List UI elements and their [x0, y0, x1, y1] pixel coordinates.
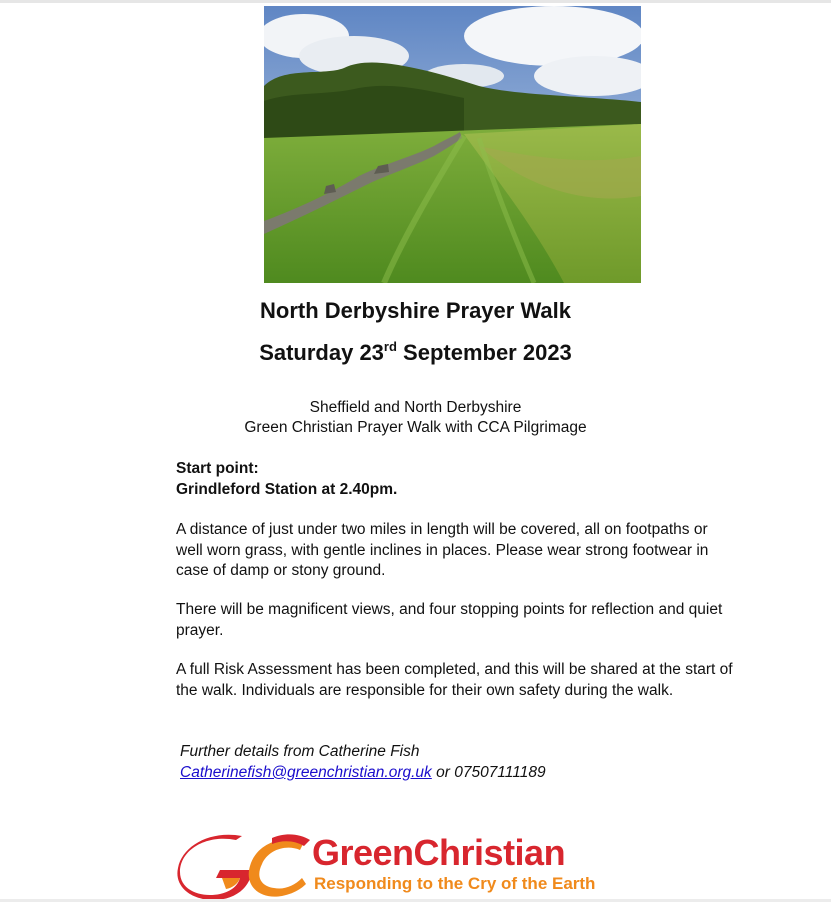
logo-tagline: Responding to the Cry of the Earth [314, 874, 596, 893]
start-point-label: Start point: [176, 460, 259, 477]
landscape-photo [264, 6, 641, 283]
green-christian-logo [176, 832, 616, 900]
event-date-rest: September 2023 [396, 340, 572, 365]
paragraph-views: There will be magnificent views, and four stopping points for reflection and quiet prayer. [176, 601, 723, 639]
top-border [0, 0, 831, 3]
start-point-value: Grindleford Station at 2.40pm. [176, 481, 398, 498]
contact-phone: or 07507111189 [431, 764, 546, 781]
contact-details [180, 763, 740, 784]
contact-intro: Further details from Catherine Fish [180, 743, 420, 760]
gc-logo-mark-icon [176, 832, 312, 900]
organiser-line-1: Sheffield and North Derbyshire [309, 399, 522, 416]
paragraph-distance: A distance of just under two miles in length will be covered, all on footpaths or well worn grass, with gentle inclines in places. Please wear strong footwear in case of damp or stony ground. [176, 521, 709, 579]
event-date-prefix: Saturday 23 [259, 340, 384, 365]
logo-name: GreenChristian [312, 832, 566, 873]
organiser-line-2: Green Christian Prayer Walk with CCA Pilgrimage [244, 419, 587, 436]
event-title: North Derbyshire Prayer Walk [260, 298, 571, 323]
contact-email-link[interactable]: Catherinefish@greenchristian.org.uk [180, 764, 432, 781]
event-date [0, 340, 831, 366]
paragraph-risk-assessment: A full Risk Assessment has been completed, and this will be shared at the start of the walk. Individuals are responsible for their own safety during the walk. [176, 661, 733, 699]
event-date-suffix: rd [383, 339, 397, 354]
